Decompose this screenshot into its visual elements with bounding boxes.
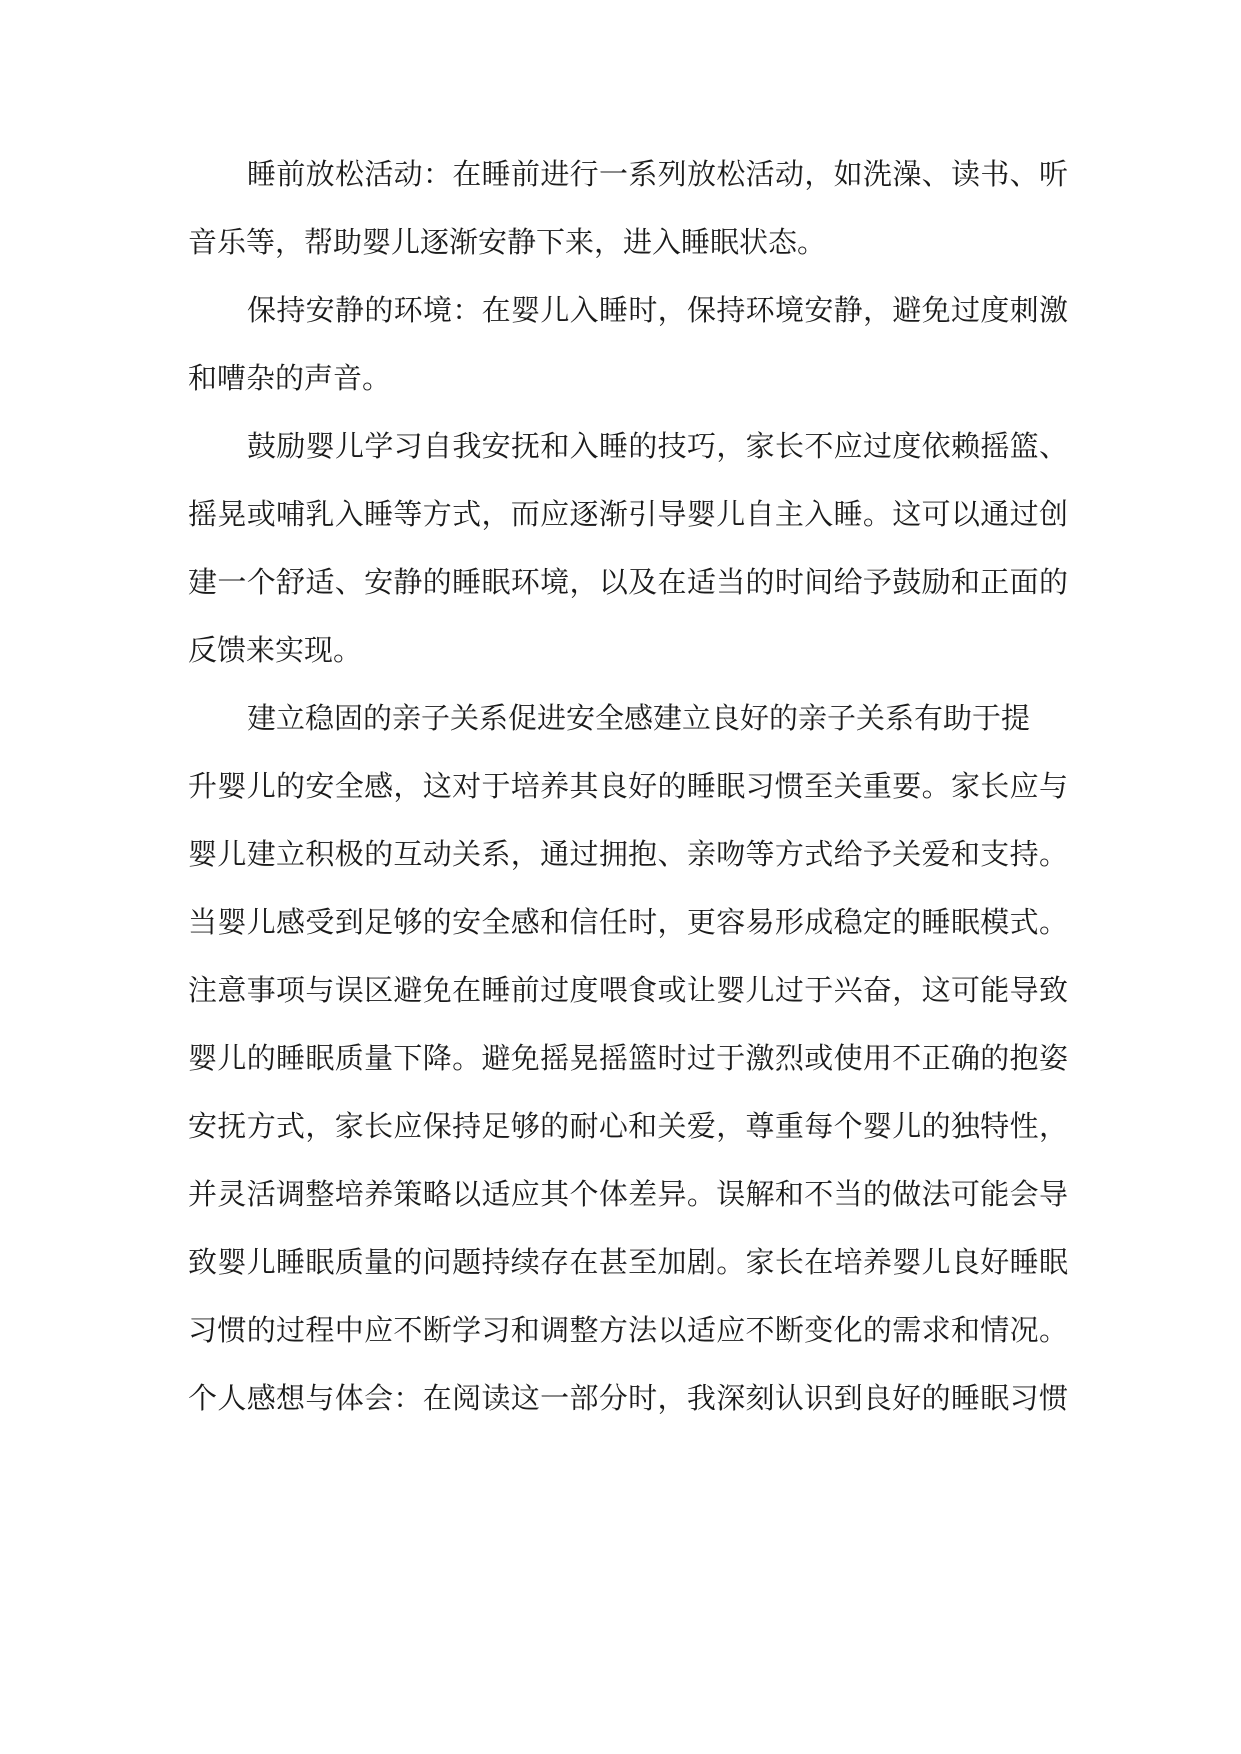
text-line: 婴儿的睡眠质量下降。避免摇晃摇篮时过于激烈或使用不正确的抱姿 bbox=[188, 1041, 1068, 1075]
text-line: 保持安静的环境：在婴儿入睡时，保持环境安静，避免过度刺激 bbox=[247, 293, 1068, 327]
text-line: 摇晃或哺乳入睡等方式，而应逐渐引导婴儿自主入睡。这可以通过创 bbox=[188, 497, 1068, 531]
text-line: 建一个舒适、安静的睡眠环境，以及在适当的时间给予鼓励和正面的 bbox=[188, 565, 1068, 599]
text-line: 音乐等，帮助婴儿逐渐安静下来，进入睡眠状态。 bbox=[188, 225, 827, 259]
text-line: 当婴儿感受到足够的安全感和信任时，更容易形成稳定的睡眠模式。 bbox=[188, 905, 1068, 939]
text-line: 和嘈杂的声音。 bbox=[188, 361, 392, 395]
text-line: 个人感想与体会：在阅读这一部分时，我深刻认识到良好的睡眠习惯 bbox=[188, 1381, 1068, 1415]
text-line: 升婴儿的安全感，这对于培养其良好的睡眠习惯至关重要。家长应与 bbox=[188, 769, 1068, 803]
text-line: 反馈来实现。 bbox=[188, 633, 363, 667]
text-line: 建立稳固的亲子关系促进安全感建立良好的亲子关系有助于提 bbox=[247, 701, 1031, 735]
text-line: 习惯的过程中应不断学习和调整方法以适应不断变化的需求和情况。 bbox=[188, 1313, 1068, 1347]
text-line: 并灵活调整培养策略以适应其个体差异。误解和不当的做法可能会导 bbox=[188, 1177, 1068, 1211]
text-line: 安抚方式，家长应保持足够的耐心和关爱，尊重每个婴儿的独特性， bbox=[188, 1109, 1068, 1143]
text-line: 注意事项与误区避免在睡前过度喂食或让婴儿过于兴奋，这可能导致 bbox=[188, 973, 1068, 1007]
text-line: 婴儿建立积极的互动关系，通过拥抱、亲吻等方式给予关爱和支持。 bbox=[188, 837, 1068, 871]
text-line: 致婴儿睡眠质量的问题持续存在甚至加剧。家长在培养婴儿良好睡眠 bbox=[188, 1245, 1068, 1279]
text-line: 鼓励婴儿学习自我安抚和入睡的技巧，家长不应过度依赖摇篮、 bbox=[247, 429, 1068, 463]
text-line: 睡前放松活动：在睡前进行一系列放松活动，如洗澡、读书、听 bbox=[247, 157, 1068, 191]
body-text bbox=[188, 140, 1068, 1432]
